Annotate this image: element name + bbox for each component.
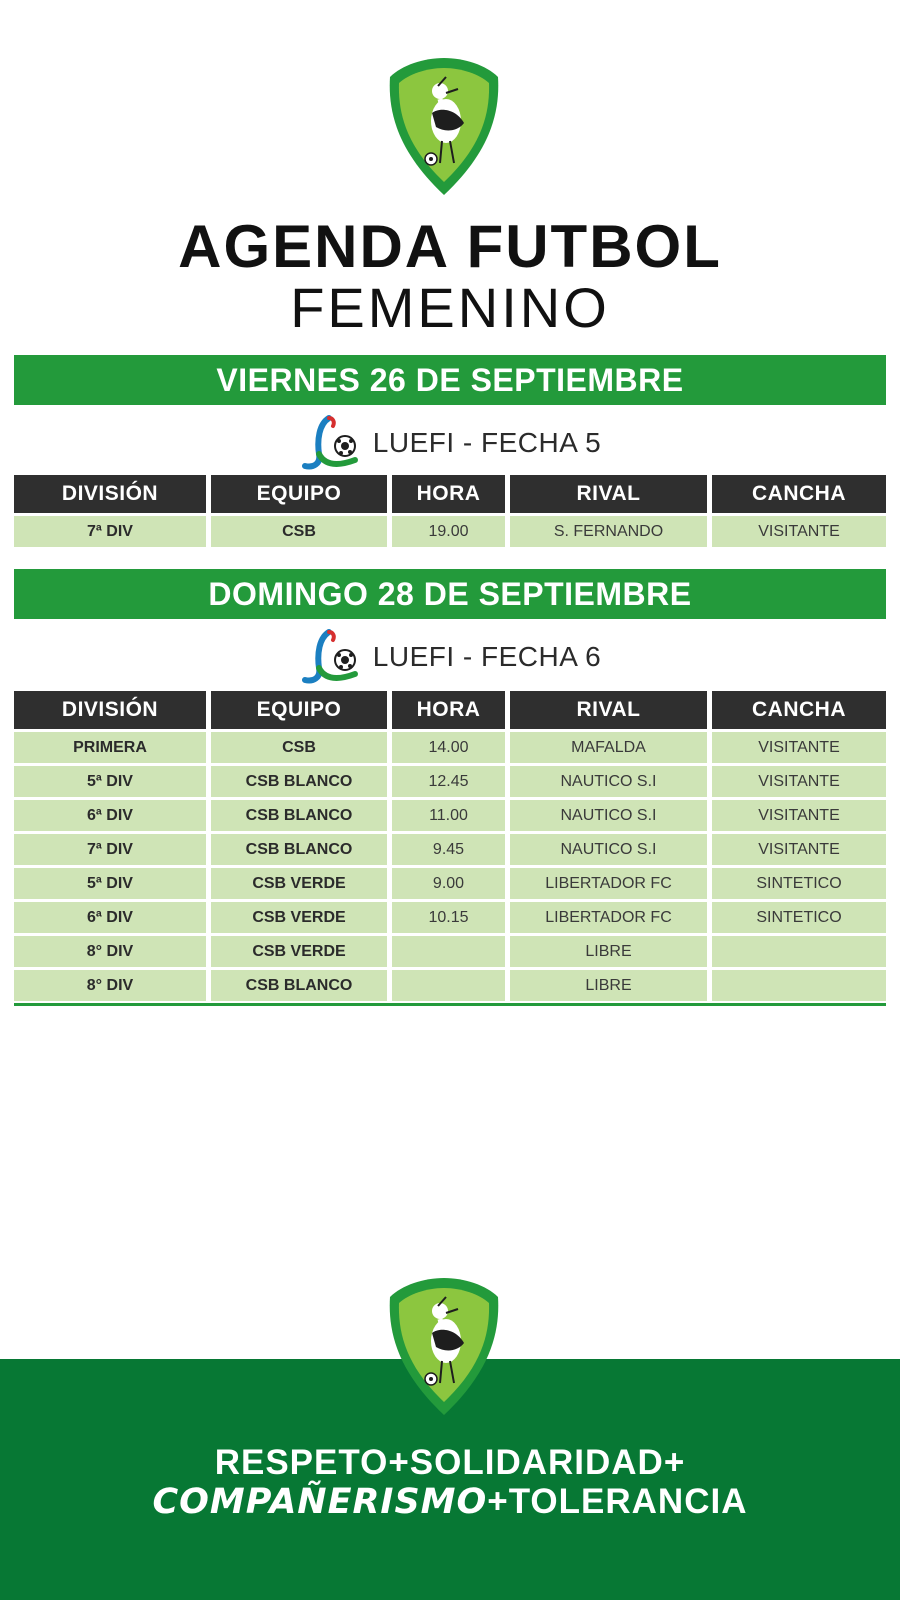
table-cell: CSB BLANCO	[206, 797, 387, 831]
table-cell: 7ª DIV	[14, 513, 206, 547]
table-row	[14, 831, 886, 865]
table-cell: CSB BLANCO	[206, 831, 387, 865]
motto-companerismo: COMPAÑERISMO	[152, 1482, 488, 1522]
day-banner-friday: VIERNES 26 DE SEPTIEMBRE	[14, 355, 886, 405]
table-cell: LIBERTADOR FC	[505, 899, 707, 933]
table-cell: 9.00	[387, 865, 505, 899]
table-cell: 8° DIV	[14, 967, 206, 1001]
table-cell: CSB BLANCO	[206, 763, 387, 797]
table-cell: NAUTICO S.I	[505, 797, 707, 831]
table-cell: 14.00	[387, 729, 505, 763]
table-divider	[14, 1003, 886, 1006]
league-label: LUEFI - FECHA 5	[372, 427, 602, 458]
column-header: EQUIPO	[206, 475, 387, 513]
table-cell: CSB	[206, 729, 387, 763]
column-header: RIVAL	[505, 475, 707, 513]
table-cell: S. FERNANDO	[505, 513, 707, 547]
table-cell: 19.00	[387, 513, 505, 547]
table-cell: SINTETICO	[707, 899, 886, 933]
table-cell: SINTETICO	[707, 865, 886, 899]
league-header-fecha-6	[0, 627, 900, 687]
page-title: AGENDA FUTBOL	[178, 213, 722, 280]
motto-tolerancia: +TOLERANCIA	[487, 1482, 748, 1521]
table-cell: LIBRE	[505, 933, 707, 967]
table-row	[14, 763, 886, 797]
table-cell: 5ª DIV	[14, 865, 206, 899]
motto-line-2	[0, 1482, 900, 1522]
table-cell: VISITANTE	[707, 831, 886, 865]
table-cell: NAUTICO S.I	[505, 763, 707, 797]
table-cell: LIBRE	[505, 967, 707, 1001]
table-cell: LIBERTADOR FC	[505, 865, 707, 899]
schedule-table-sunday	[14, 691, 886, 1001]
table-cell: CSB VERDE	[206, 865, 387, 899]
table-cell	[387, 933, 505, 967]
column-header: CANCHA	[707, 691, 886, 729]
page-subtitle: FEMENINO	[290, 276, 610, 339]
table-cell: 11.00	[387, 797, 505, 831]
league-header-fecha-5	[0, 413, 900, 473]
motto-line-1: RESPETO+SOLIDARIDAD+	[214, 1443, 686, 1482]
table-cell	[387, 967, 505, 1001]
table-row	[14, 797, 886, 831]
luefi-league-logo-icon	[299, 414, 361, 472]
table-cell: VISITANTE	[707, 513, 886, 547]
table-cell: VISITANTE	[707, 729, 886, 763]
league-label: LUEFI - FECHA 6	[372, 641, 602, 672]
table-cell	[707, 933, 886, 967]
table-cell: CSB VERDE	[206, 933, 387, 967]
column-header: HORA	[387, 691, 505, 729]
day-banner-sunday: DOMINGO 28 DE SEPTIEMBRE	[14, 569, 886, 619]
table-row	[14, 513, 886, 547]
table-cell: CSB	[206, 513, 387, 547]
table-row	[14, 933, 886, 967]
column-header: HORA	[387, 475, 505, 513]
luefi-league-logo-icon	[299, 628, 361, 686]
table-header-row	[14, 691, 886, 729]
table-cell: 5ª DIV	[14, 763, 206, 797]
table-cell: 9.45	[387, 831, 505, 865]
column-header: DIVISIÓN	[14, 691, 206, 729]
table-cell: 10.15	[387, 899, 505, 933]
table-cell: PRIMERA	[14, 729, 206, 763]
table-cell: CSB BLANCO	[206, 967, 387, 1001]
table-row	[14, 899, 886, 933]
table-row	[14, 967, 886, 1001]
column-header: CANCHA	[707, 475, 886, 513]
table-header-row	[14, 475, 886, 513]
column-header: DIVISIÓN	[14, 475, 206, 513]
table-cell: 7ª DIV	[14, 831, 206, 865]
table-cell: 6ª DIV	[14, 899, 206, 933]
table-cell: CSB VERDE	[206, 899, 387, 933]
club-crest-bird-icon	[384, 55, 504, 198]
table-cell: MAFALDA	[505, 729, 707, 763]
column-header: EQUIPO	[206, 691, 387, 729]
table-cell: 12.45	[387, 763, 505, 797]
table-cell: 8° DIV	[14, 933, 206, 967]
column-header: RIVAL	[505, 691, 707, 729]
table-cell: VISITANTE	[707, 797, 886, 831]
table-row	[14, 865, 886, 899]
table-row	[14, 729, 886, 763]
table-cell: NAUTICO S.I	[505, 831, 707, 865]
club-crest-bird-icon	[384, 1275, 504, 1418]
table-cell: VISITANTE	[707, 763, 886, 797]
schedule-table-friday	[14, 475, 886, 547]
table-cell: 6ª DIV	[14, 797, 206, 831]
table-cell	[707, 967, 886, 1001]
